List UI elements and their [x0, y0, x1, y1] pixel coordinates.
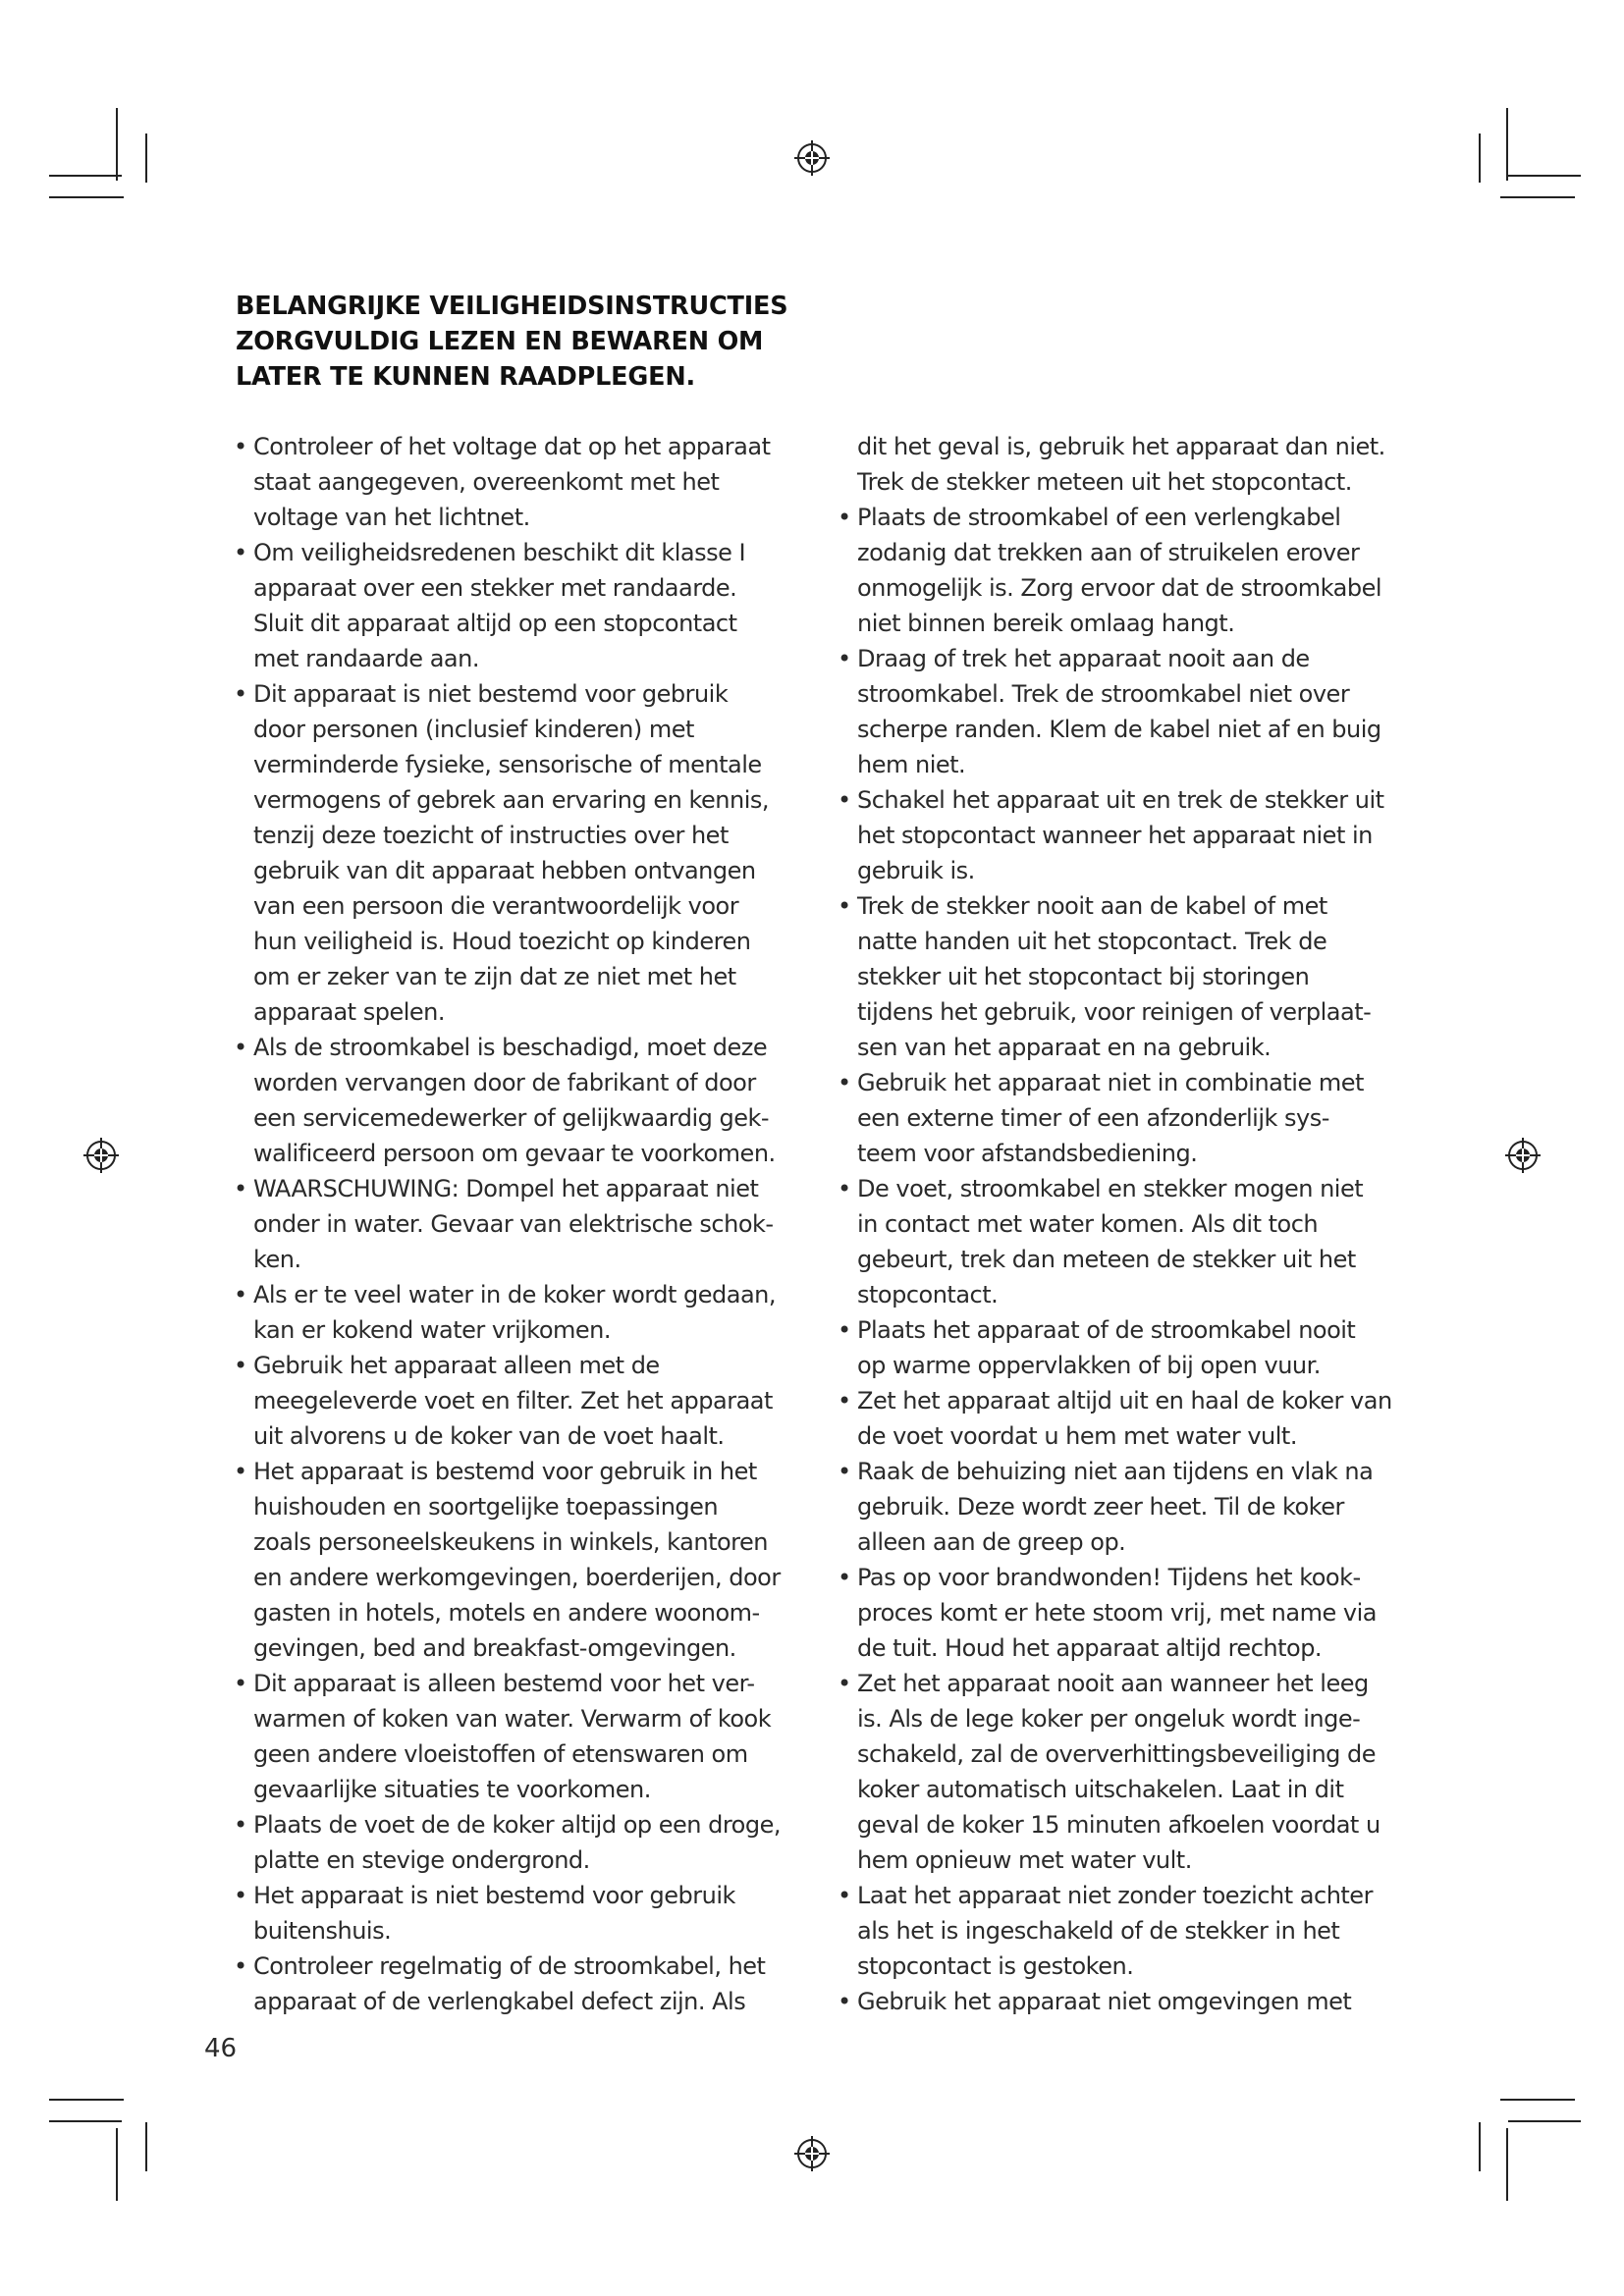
text-line: met randaarde aan.: [253, 645, 479, 672]
crop-mark-bottom-left-vertical: [116, 2128, 118, 2201]
bullet-item-start: • Het apparaat is niet bestemd voor gebruik: [234, 1878, 813, 1913]
title-line-1: BELANGRIJKE VEILIGHEIDSINSTRUCTIES: [236, 292, 788, 321]
text-line: een servicemedewerker of gelijkwaardig gek-: [253, 1104, 770, 1132]
text-line: onder in water. Gevaar van elektrische schok-: [253, 1210, 774, 1238]
text-line: onmogelijk is. Zorg ervoor dat de stroomkabel: [857, 574, 1382, 602]
text-line: buitenshuis.: [253, 1917, 392, 1945]
text-line: stopcontact is gestoken.: [857, 1952, 1134, 1980]
text-line: tijdens het gebruik, voor reinigen of verplaat-: [857, 998, 1372, 1026]
text-line: hem niet.: [857, 751, 966, 778]
crop-mark-top-left-horizontal-inner: [49, 196, 124, 198]
bullet-item-start: • Het apparaat is bestemd voor gebruik in het: [234, 1454, 813, 1489]
text-line: warmen of koken van water. Verwarm of kook: [253, 1705, 772, 1733]
bullet-item-start: • Controleer of het voltage dat op het apparaat: [234, 429, 813, 464]
text-line: gebruik. Deze wordt zeer heet. Til de koker: [857, 1493, 1344, 1521]
text-line: meegeleverde voet en filter. Zet het apparaat: [253, 1387, 773, 1415]
crop-mark-top-left-vertical: [116, 108, 118, 181]
bullet-item-start: • Dit apparaat is niet bestemd voor gebruik: [234, 676, 813, 712]
bullet-item-start: • Als de stroomkabel is beschadigd, moet deze: [234, 1030, 813, 1065]
text-line: stopcontact.: [857, 1281, 999, 1308]
text-line: tenzij deze toezicht of instructies over het: [253, 822, 729, 849]
text-line: in contact met water komen. Als dit toch: [857, 1210, 1319, 1238]
title-line-3: LATER TE KUNNEN RAADPLEGEN.: [236, 362, 695, 392]
page-number: 46: [204, 2034, 238, 2063]
text-line: en andere werkomgevingen, boerderijen, door: [253, 1564, 781, 1591]
text-line: verminderde fysieke, sensorische of mentale: [253, 751, 762, 778]
text-line: een externe timer of een afzonderlijk sys-: [857, 1104, 1329, 1132]
text-line: gebruik is.: [857, 857, 975, 884]
text-line: schakeld, zal de oververhittingsbeveiliging de: [857, 1740, 1377, 1768]
text-line: sen van het apparaat en na gebruik.: [857, 1034, 1272, 1061]
crop-mark-top-right-vertical-inner: [1479, 133, 1481, 183]
text-line: is. Als de lege koker per ongeluk wordt inge-: [857, 1705, 1361, 1733]
text-line: proces komt er hete stoom vrij, met name via: [857, 1599, 1377, 1627]
text-line: geen andere vloeistoffen of etenswaren om: [253, 1740, 748, 1768]
bullet-item-start: • Dit apparaat is alleen bestemd voor het ver-: [234, 1666, 813, 1701]
text-line: hun veiligheid is. Houd toezicht op kinderen: [253, 928, 751, 955]
text-line: van een persoon die verantwoordelijk voor: [253, 892, 739, 920]
text-line: zodanig dat trekken aan of struikelen erover: [857, 539, 1360, 566]
bullet-item-start: • Zet het apparaat nooit aan wanneer het leeg: [838, 1666, 1417, 1701]
right-column: [838, 429, 1417, 2019]
text-line: gevaarlijke situaties te voorkomen.: [253, 1776, 651, 1803]
text-line: ken.: [253, 1246, 301, 1273]
text-line: huishouden en soortgelijke toepassingen: [253, 1493, 719, 1521]
bullet-item-start: • Trek de stekker nooit aan de kabel of met: [838, 888, 1417, 924]
bullet-item-start: • Pas op voor brandwonden! Tijdens het kook-: [838, 1560, 1417, 1595]
text-line: Sluit dit apparaat altijd op een stopcontact: [253, 610, 737, 637]
text-line: stekker uit het stopcontact bij storingen: [857, 963, 1310, 990]
text-line: Trek de stekker meteen uit het stopcontact.: [857, 468, 1352, 496]
text-line: staat aangegeven, overeenkomt met het: [253, 468, 720, 496]
text-line: geval de koker 15 minuten afkoelen voordat u: [857, 1811, 1380, 1839]
bullet-item-start: • Zet het apparaat altijd uit en haal de koker van: [838, 1383, 1417, 1418]
crop-mark-top-left-horizontal: [49, 175, 122, 177]
crop-mark-top-right-horizontal-inner: [1500, 196, 1575, 198]
text-line: uit alvorens u de koker van de voet haalt.: [253, 1422, 725, 1450]
text-line: stroomkabel. Trek de stroomkabel niet over: [857, 680, 1350, 708]
bullet-item-start: • Plaats de voet de de koker altijd op een droge,: [234, 1807, 813, 1842]
text-line: natte handen uit het stopcontact. Trek de: [857, 928, 1327, 955]
text-line: het stopcontact wanneer het apparaat niet in: [857, 822, 1373, 849]
text-line: koker automatisch uitschakelen. Laat in dit: [857, 1776, 1344, 1803]
bullet-item-start: • WAARSCHUWING: Dompel het apparaat niet: [234, 1171, 813, 1206]
bullet-item-start: • Als er te veel water in de koker wordt gedaan,: [234, 1277, 813, 1312]
title-line-2: ZORGVULDIG LEZEN EN BEWAREN OM: [236, 327, 764, 356]
text-line: hem opnieuw met water vult.: [857, 1846, 1192, 1874]
crop-mark-bottom-right-horizontal-inner: [1500, 2099, 1575, 2101]
text-line: om er zeker van te zijn dat ze niet met het: [253, 963, 736, 990]
bullet-item-start: • Gebruik het apparaat niet in combinatie met: [838, 1065, 1417, 1100]
text-line: vermogens of gebrek aan ervaring en kennis,: [253, 786, 769, 814]
registration-mark-left: [83, 1138, 119, 1173]
crop-mark-bottom-right-vertical-inner: [1479, 2122, 1481, 2171]
crop-mark-bottom-left-horizontal-inner: [49, 2099, 124, 2101]
text-line: als het is ingeschakeld of de stekker in het: [857, 1917, 1340, 1945]
bullet-item-start: • Laat het apparaat niet zonder toezicht achter: [838, 1878, 1417, 1913]
bullet-item-start: • Gebruik het apparaat alleen met de: [234, 1348, 813, 1383]
text-line: scherpe randen. Klem de kabel niet af en buig: [857, 716, 1381, 743]
bullet-item-start: • Gebruik het apparaat niet omgevingen met: [838, 1984, 1417, 2019]
crop-mark-top-right-vertical: [1506, 108, 1508, 181]
text-line: gevingen, bed and breakfast-omgevingen.: [253, 1634, 736, 1662]
text-line: op warme oppervlakken of bij open vuur.: [857, 1352, 1321, 1379]
text-line: zoals personeelskeukens in winkels, kantoren: [253, 1528, 768, 1556]
text-line: door personen (inclusief kinderen) met: [253, 716, 694, 743]
bullet-item-start: • Plaats de stroomkabel of een verlengkabel: [838, 500, 1417, 535]
text-line: walificeerd persoon om gevaar te voorkomen.: [253, 1140, 776, 1167]
registration-mark-top: [794, 140, 830, 176]
text-line: worden vervangen door de fabrikant of door: [253, 1069, 756, 1096]
text-line: gebruik van dit apparaat hebben ontvangen: [253, 857, 756, 884]
bullet-item-start: • Schakel het apparaat uit en trek de stekker uit: [838, 782, 1417, 818]
registration-mark-bottom: [794, 2136, 830, 2171]
bullet-item-start: • Draag of trek het apparaat nooit aan de: [838, 641, 1417, 676]
text-line: niet binnen bereik omlaag hangt.: [857, 610, 1235, 637]
text-line: dit het geval is, gebruik het apparaat dan niet.: [857, 433, 1385, 460]
text-line: apparaat spelen.: [253, 998, 445, 1026]
crop-mark-top-right-horizontal: [1508, 175, 1581, 177]
crop-mark-bottom-left-horizontal: [49, 2120, 122, 2122]
left-column: [234, 429, 813, 2019]
text-line: voltage van het lichtnet.: [253, 504, 530, 531]
bullet-item-start: • Om veiligheidsredenen beschikt dit klasse I: [234, 535, 813, 570]
registration-mark-right: [1505, 1138, 1541, 1173]
bullet-item-start: • Raak de behuizing niet aan tijdens en vlak na: [838, 1454, 1417, 1489]
text-line: alleen aan de greep op.: [857, 1528, 1126, 1556]
crop-mark-bottom-left-vertical-inner: [145, 2122, 147, 2171]
text-line: apparaat over een stekker met randaarde.: [253, 574, 737, 602]
page-title: [236, 289, 923, 395]
bullet-item-start: • Plaats het apparaat of de stroomkabel nooit: [838, 1312, 1417, 1348]
text-line: de voet voordat u hem met water vult.: [857, 1422, 1297, 1450]
text-line: teem voor afstandsbediening.: [857, 1140, 1198, 1167]
crop-mark-bottom-right-vertical: [1506, 2128, 1508, 2201]
text-line: de tuit. Houd het apparaat altijd rechtop.: [857, 1634, 1323, 1662]
bullet-item-start: • Controleer regelmatig of de stroomkabel, het: [234, 1949, 813, 1984]
text-line: gebeurt, trek dan meteen de stekker uit het: [857, 1246, 1356, 1273]
crop-mark-bottom-right-horizontal: [1508, 2120, 1581, 2122]
text-line: platte en stevige ondergrond.: [253, 1846, 590, 1874]
text-line: kan er kokend water vrijkomen.: [253, 1316, 612, 1344]
text-line: gasten in hotels, motels en andere woonom-: [253, 1599, 760, 1627]
bullet-item-start: • De voet, stroomkabel en stekker mogen niet: [838, 1171, 1417, 1206]
text-line: apparaat of de verlengkabel defect zijn. Als: [253, 1988, 746, 2015]
crop-mark-top-left-vertical-inner: [145, 133, 147, 183]
